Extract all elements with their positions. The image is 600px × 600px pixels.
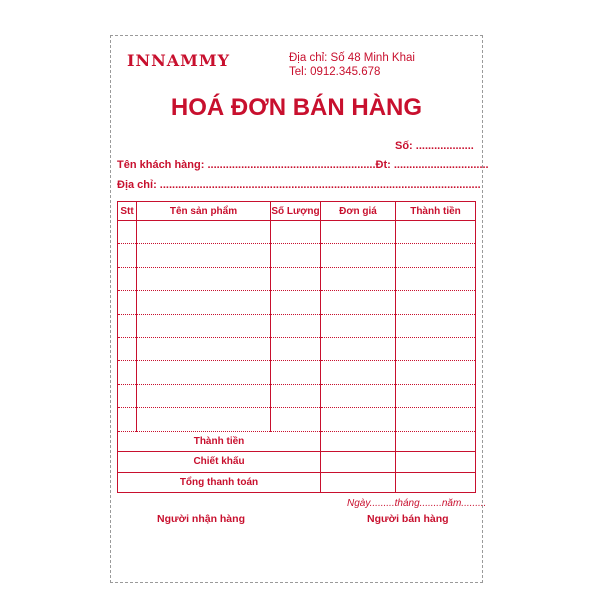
table-cell [321,244,396,267]
buyer-signature-label: Người nhận hàng [157,513,245,525]
table-cell [271,361,321,384]
col-header-quantity: Số Lượng [271,202,321,221]
table-cell [396,384,476,407]
shop-phone: Tel: 0912.345.678 [289,66,381,78]
table-cell [321,221,396,244]
date-line: Ngày.........tháng........năm......... [347,498,487,509]
table-cell [271,221,321,244]
items-table [117,201,476,493]
table-cell [118,244,137,267]
invoice-sheet [110,35,489,583]
invoice-title: HOÁ ĐƠN BÁN HÀNG [170,94,423,121]
col-header-product: Tên sản phẩm [137,202,271,221]
discount-label: Chiết khấu [118,452,321,473]
table-cell [396,267,476,290]
customer-name-field: Tên khách hàng: .......................................................Đt: ............................... [117,159,489,171]
shop-contact [289,51,415,79]
table-cell [396,337,476,360]
table-row [118,267,476,290]
table-header-row [118,202,476,221]
table-cell [396,361,476,384]
table-cell [321,384,396,407]
table-cell [396,408,476,431]
table-cell [118,384,137,407]
discount-row [118,452,476,473]
table-cell [321,361,396,384]
table-cell [271,384,321,407]
table-cell [118,221,137,244]
brand-logo: INNAMMY [127,51,230,70]
seller-signature-label: Người bán hàng [367,513,449,525]
invoice-number-field: Số: ................... [395,140,474,152]
table-cell [321,314,396,337]
grand-total-value [396,472,476,493]
table-cell [321,408,396,431]
table-cell [137,221,271,244]
item-rows [118,221,476,432]
grand-total-label: Tổng thanh toán [118,472,321,493]
customer-address-field: Địa chỉ: ......................................................................................................... [117,179,481,191]
table-cell [137,291,271,314]
col-header-unit-price: Đơn giá [321,202,396,221]
table-cell [321,337,396,360]
col-header-amount: Thành tiền [396,202,476,221]
table-cell [396,291,476,314]
table-row [118,408,476,431]
table-cell [137,408,271,431]
table-row [118,244,476,267]
subtotal-label: Thành tiền [118,431,321,452]
table-cell [118,337,137,360]
discount-value [396,452,476,473]
table-cell [137,244,271,267]
table-row [118,361,476,384]
table-cell [118,314,137,337]
table-row [118,291,476,314]
table-cell [118,291,137,314]
table-cell [271,408,321,431]
table-cell [271,291,321,314]
table-cell [271,267,321,290]
table-row [118,384,476,407]
subtotal-row [118,431,476,452]
table-cell [137,361,271,384]
subtotal-value [396,431,476,452]
table-cell [137,337,271,360]
table-cell [321,291,396,314]
table-cell [396,221,476,244]
grand-total-gap [321,472,396,493]
col-header-stt: Stt [118,202,137,221]
table-cell [137,267,271,290]
table-cell [118,267,137,290]
table-cell [271,244,321,267]
table-cell [137,314,271,337]
table-row [118,314,476,337]
table-cell [137,384,271,407]
table-cell [271,337,321,360]
table-cell [321,267,396,290]
table-cell [396,314,476,337]
table-cell [118,361,137,384]
discount-gap [321,452,396,473]
shop-address: Địa chỉ: Số 48 Minh Khai [289,52,415,64]
subtotal-gap [321,431,396,452]
table-cell [118,408,137,431]
table-row [118,221,476,244]
table-cell [396,244,476,267]
table-cell [271,314,321,337]
table-row [118,337,476,360]
grand-total-row [118,472,476,493]
